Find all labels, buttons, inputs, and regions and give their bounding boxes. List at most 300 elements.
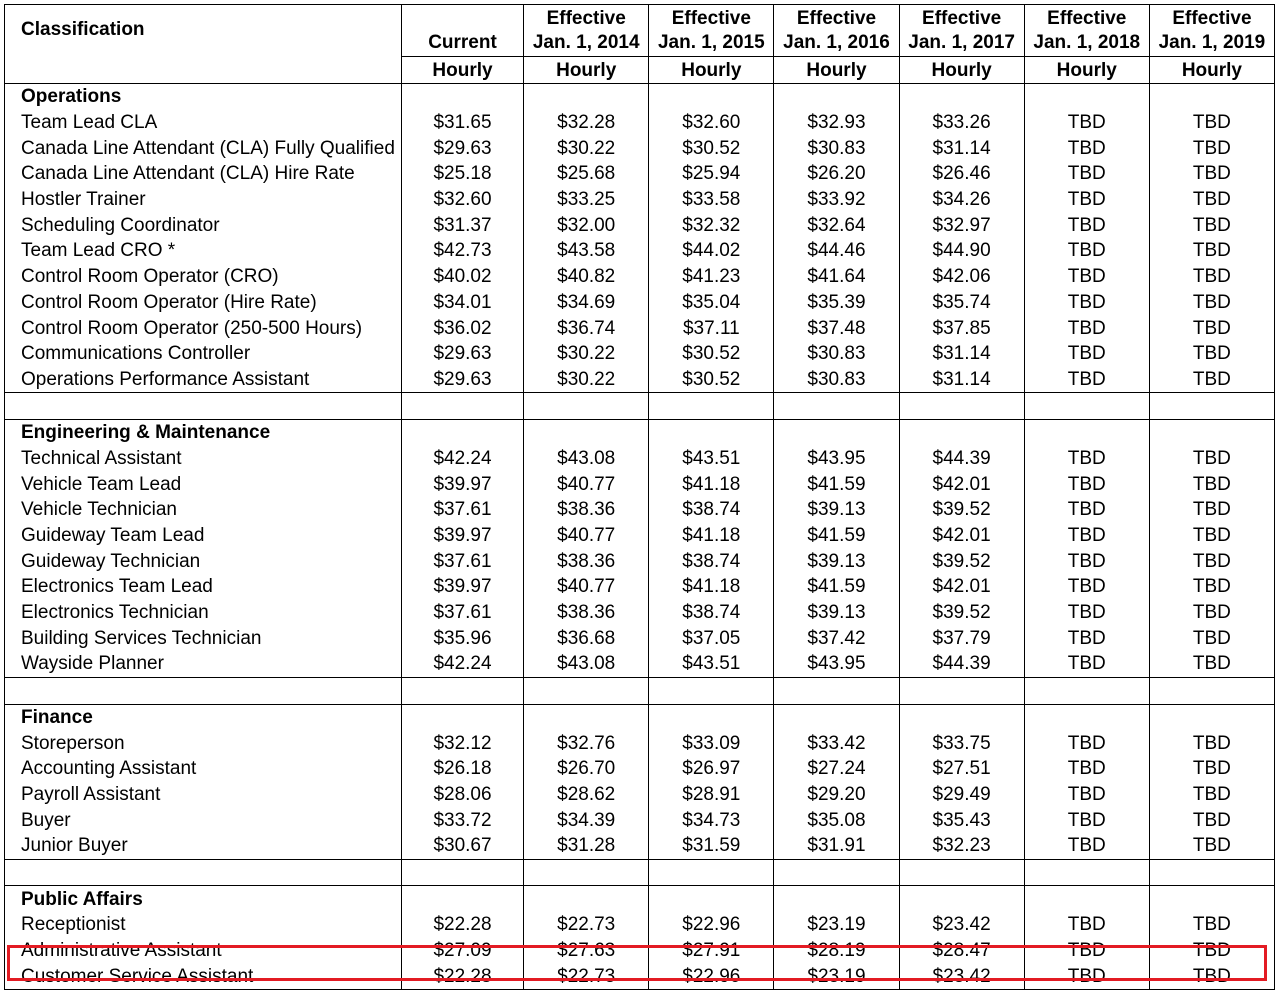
table-row: [5, 290, 1275, 316]
rate-cell: TBD: [1024, 548, 1149, 574]
spacer-cell: [524, 393, 649, 420]
wage-rate-table: [4, 4, 1275, 990]
rate-cell: TBD: [1149, 290, 1274, 316]
header-classification: Classification: [5, 5, 402, 57]
rate-cell: $25.18: [401, 161, 523, 187]
rate-cell: TBD: [1024, 756, 1149, 782]
rate-cell: TBD: [1024, 912, 1149, 938]
empty-cell: [899, 704, 1024, 730]
rate-cell: $41.18: [649, 574, 774, 600]
rate-cell: TBD: [1024, 782, 1149, 808]
spacer-cell: [5, 859, 402, 886]
rate-cell: $31.65: [401, 110, 523, 136]
rate-cell: $28.62: [524, 782, 649, 808]
spacer-cell: [401, 859, 523, 886]
rate-cell: $31.91: [774, 833, 899, 859]
rate-cell: TBD: [1149, 341, 1274, 367]
rate-cell: $39.97: [401, 523, 523, 549]
rate-cell: $22.73: [524, 963, 649, 989]
empty-cell: [1024, 886, 1149, 912]
rate-cell: TBD: [1024, 963, 1149, 989]
table-row: [5, 471, 1275, 497]
spacer-cell: [899, 859, 1024, 886]
rate-cell: TBD: [1149, 497, 1274, 523]
rate-cell: $40.77: [524, 471, 649, 497]
section-title: Operations: [5, 84, 402, 110]
spacer-cell: [1149, 859, 1274, 886]
spacer-cell: [401, 677, 523, 704]
table-row: [5, 651, 1275, 677]
rate-cell: $38.36: [524, 548, 649, 574]
rate-cell: TBD: [1149, 651, 1274, 677]
header-row: [5, 5, 1275, 57]
rate-cell: $42.01: [899, 471, 1024, 497]
empty-cell: [401, 886, 523, 912]
rate-cell: $33.26: [899, 110, 1024, 136]
rate-cell: TBD: [1024, 574, 1149, 600]
rate-cell: $39.13: [774, 600, 899, 626]
header-current: Current: [401, 5, 523, 57]
classification-cell: Technical Assistant: [5, 446, 402, 472]
rate-cell: $23.19: [774, 963, 899, 989]
rate-cell: $32.97: [899, 212, 1024, 238]
classification-cell: Hostler Trainer: [5, 187, 402, 213]
rate-cell: TBD: [1149, 912, 1274, 938]
rate-cell: $37.42: [774, 625, 899, 651]
empty-cell: [649, 419, 774, 445]
rate-cell: $30.22: [524, 135, 649, 161]
rate-cell: TBD: [1024, 161, 1149, 187]
rate-cell: $23.42: [899, 963, 1024, 989]
spacer-cell: [1024, 393, 1149, 420]
rate-cell: $37.85: [899, 315, 1024, 341]
rate-cell: $44.90: [899, 238, 1024, 264]
rate-cell: $23.19: [774, 912, 899, 938]
rate-cell: TBD: [1024, 523, 1149, 549]
spacer-row: [5, 677, 1275, 704]
rate-cell: TBD: [1149, 782, 1274, 808]
empty-cell: [524, 704, 649, 730]
classification-cell: Communications Controller: [5, 341, 402, 367]
rate-cell: $43.51: [649, 651, 774, 677]
rate-cell: $36.02: [401, 315, 523, 341]
header-unit: Hourly: [1024, 57, 1149, 84]
rate-cell: $30.52: [649, 367, 774, 393]
empty-cell: [1149, 419, 1274, 445]
rate-cell: $27.24: [774, 756, 899, 782]
empty-cell: [774, 84, 899, 110]
rate-cell: $33.25: [524, 187, 649, 213]
rate-cell: $30.67: [401, 833, 523, 859]
rate-cell: $22.28: [401, 963, 523, 989]
header-2014: Effective Jan. 1, 2014: [524, 5, 649, 57]
rate-cell: $43.58: [524, 238, 649, 264]
rate-cell: $42.73: [401, 238, 523, 264]
empty-cell: [899, 84, 1024, 110]
header-units-row: [5, 57, 1275, 84]
rate-cell: $32.60: [649, 110, 774, 136]
rate-cell: $44.46: [774, 238, 899, 264]
rate-cell: $27.09: [401, 938, 523, 964]
rate-cell: $38.74: [649, 548, 774, 574]
rate-cell: $29.63: [401, 341, 523, 367]
rate-cell: $37.05: [649, 625, 774, 651]
rate-cell: TBD: [1024, 315, 1149, 341]
table-row: [5, 446, 1275, 472]
rate-cell: $42.01: [899, 523, 1024, 549]
rate-cell: $31.14: [899, 135, 1024, 161]
classification-cell: Scheduling Coordinator: [5, 212, 402, 238]
empty-cell: [649, 886, 774, 912]
rate-cell: TBD: [1024, 497, 1149, 523]
rate-cell: $37.79: [899, 625, 1024, 651]
rate-cell: $39.13: [774, 497, 899, 523]
rate-cell: $40.77: [524, 523, 649, 549]
rate-cell: $40.82: [524, 264, 649, 290]
classification-cell: Operations Performance Assistant: [5, 367, 402, 393]
rate-cell: $32.93: [774, 110, 899, 136]
empty-cell: [899, 419, 1024, 445]
rate-cell: TBD: [1024, 264, 1149, 290]
rate-cell: $38.74: [649, 600, 774, 626]
table-row: [5, 756, 1275, 782]
classification-cell: Guideway Team Lead: [5, 523, 402, 549]
rate-cell: $42.24: [401, 651, 523, 677]
rate-cell: $33.42: [774, 730, 899, 756]
spacer-cell: [899, 393, 1024, 420]
rate-cell: $35.74: [899, 290, 1024, 316]
empty-cell: [1149, 704, 1274, 730]
classification-cell: Team Lead CLA: [5, 110, 402, 136]
rate-cell: $28.91: [649, 782, 774, 808]
rate-cell: $26.18: [401, 756, 523, 782]
rate-cell: $35.96: [401, 625, 523, 651]
header-2018: Effective Jan. 1, 2018: [1024, 5, 1149, 57]
empty-cell: [401, 84, 523, 110]
rate-cell: $34.39: [524, 807, 649, 833]
rate-cell: TBD: [1024, 110, 1149, 136]
spacer-cell: [5, 677, 402, 704]
rate-cell: TBD: [1149, 833, 1274, 859]
rate-cell: $39.52: [899, 548, 1024, 574]
rate-cell: $30.52: [649, 341, 774, 367]
rate-cell: TBD: [1149, 730, 1274, 756]
table-row: [5, 315, 1275, 341]
rate-cell: TBD: [1024, 446, 1149, 472]
header-unit: Hourly: [649, 57, 774, 84]
section-header-row: [5, 704, 1275, 730]
header-classification-cont: [5, 57, 402, 84]
spacer-cell: [1149, 393, 1274, 420]
rate-cell: $34.73: [649, 807, 774, 833]
rate-cell: $33.72: [401, 807, 523, 833]
table-row: [5, 523, 1275, 549]
section-title: Public Affairs: [5, 886, 402, 912]
classification-cell: Building Services Technician: [5, 625, 402, 651]
rate-cell: TBD: [1024, 730, 1149, 756]
rate-cell: $37.61: [401, 497, 523, 523]
rate-cell: $32.12: [401, 730, 523, 756]
header-2017: Effective Jan. 1, 2017: [899, 5, 1024, 57]
section-title: Engineering & Maintenance: [5, 419, 402, 445]
spacer-cell: [1149, 677, 1274, 704]
classification-cell: Guideway Technician: [5, 548, 402, 574]
classification-cell: Receptionist: [5, 912, 402, 938]
rate-cell: $41.64: [774, 264, 899, 290]
rate-cell: $43.08: [524, 651, 649, 677]
header-2019: Effective Jan. 1, 2019: [1149, 5, 1274, 57]
rate-cell: TBD: [1149, 135, 1274, 161]
table-row: [5, 912, 1275, 938]
rate-cell: $40.02: [401, 264, 523, 290]
classification-cell: Payroll Assistant: [5, 782, 402, 808]
empty-cell: [401, 704, 523, 730]
rate-cell: TBD: [1149, 600, 1274, 626]
rate-cell: $39.13: [774, 548, 899, 574]
rate-cell: TBD: [1149, 938, 1274, 964]
rate-cell: $31.59: [649, 833, 774, 859]
rate-cell: $30.22: [524, 341, 649, 367]
table-row: [5, 187, 1275, 213]
rate-cell: TBD: [1149, 625, 1274, 651]
rate-cell: $31.28: [524, 833, 649, 859]
spacer-row: [5, 393, 1275, 420]
empty-cell: [1024, 84, 1149, 110]
rate-cell: TBD: [1024, 212, 1149, 238]
rate-cell: TBD: [1024, 651, 1149, 677]
rate-cell: $33.92: [774, 187, 899, 213]
empty-cell: [1149, 886, 1274, 912]
classification-cell: Canada Line Attendant (CLA) Fully Qualified: [5, 135, 402, 161]
rate-cell: $39.97: [401, 574, 523, 600]
table-row: [5, 938, 1275, 964]
rate-cell: $36.74: [524, 315, 649, 341]
classification-cell: Customer Service Assistant: [5, 963, 402, 989]
rate-cell: $34.01: [401, 290, 523, 316]
rate-cell: $22.28: [401, 912, 523, 938]
spacer-cell: [774, 393, 899, 420]
header-unit: Hourly: [774, 57, 899, 84]
table-row: [5, 548, 1275, 574]
rate-cell: TBD: [1149, 187, 1274, 213]
table-row: [5, 833, 1275, 859]
table-row: [5, 730, 1275, 756]
table-row-highlighted: [5, 963, 1275, 989]
spacer-cell: [5, 393, 402, 420]
rate-cell: $44.02: [649, 238, 774, 264]
rate-cell: $26.20: [774, 161, 899, 187]
classification-cell: Buyer: [5, 807, 402, 833]
spacer-row: [5, 859, 1275, 886]
rate-cell: TBD: [1024, 367, 1149, 393]
header-unit: Hourly: [1149, 57, 1274, 84]
rate-cell: $30.52: [649, 135, 774, 161]
rate-cell: $32.64: [774, 212, 899, 238]
rate-cell: $25.68: [524, 161, 649, 187]
spacer-cell: [899, 677, 1024, 704]
spacer-cell: [649, 393, 774, 420]
rate-cell: $29.49: [899, 782, 1024, 808]
section-header-row: [5, 886, 1275, 912]
rate-cell: $22.96: [649, 912, 774, 938]
rate-cell: $43.95: [774, 651, 899, 677]
classification-cell: Canada Line Attendant (CLA) Hire Rate: [5, 161, 402, 187]
table-row: [5, 367, 1275, 393]
rate-cell: TBD: [1149, 264, 1274, 290]
rate-cell: $42.24: [401, 446, 523, 472]
rate-cell: TBD: [1024, 290, 1149, 316]
rate-cell: $42.01: [899, 574, 1024, 600]
rate-cell: $33.75: [899, 730, 1024, 756]
rate-cell: $32.60: [401, 187, 523, 213]
classification-cell: Control Room Operator (CRO): [5, 264, 402, 290]
rate-cell: TBD: [1149, 523, 1274, 549]
empty-cell: [649, 84, 774, 110]
table-row: [5, 341, 1275, 367]
rate-cell: $26.97: [649, 756, 774, 782]
rate-cell: TBD: [1024, 807, 1149, 833]
rate-cell: $43.51: [649, 446, 774, 472]
empty-cell: [401, 419, 523, 445]
rate-cell: $37.61: [401, 600, 523, 626]
spacer-cell: [524, 677, 649, 704]
rate-cell: $29.20: [774, 782, 899, 808]
section-header-row: [5, 419, 1275, 445]
spacer-cell: [649, 859, 774, 886]
rate-cell: $39.52: [899, 600, 1024, 626]
rate-cell: $28.19: [774, 938, 899, 964]
table-row: [5, 238, 1275, 264]
rate-cell: $32.23: [899, 833, 1024, 859]
table-row: [5, 574, 1275, 600]
header-2016: Effective Jan. 1, 2016: [774, 5, 899, 57]
rate-cell: $22.96: [649, 963, 774, 989]
classification-cell: Storeperson: [5, 730, 402, 756]
spacer-cell: [524, 859, 649, 886]
rate-cell: $33.09: [649, 730, 774, 756]
table-row: [5, 625, 1275, 651]
rate-cell: TBD: [1149, 756, 1274, 782]
rate-cell: $27.91: [649, 938, 774, 964]
rate-cell: $30.83: [774, 135, 899, 161]
rate-cell: $26.70: [524, 756, 649, 782]
rate-cell: TBD: [1024, 341, 1149, 367]
rate-cell: $35.43: [899, 807, 1024, 833]
classification-cell: Control Room Operator (Hire Rate): [5, 290, 402, 316]
table-row: [5, 782, 1275, 808]
rate-cell: $35.39: [774, 290, 899, 316]
rate-cell: TBD: [1149, 548, 1274, 574]
table-row: [5, 600, 1275, 626]
rate-cell: $41.59: [774, 471, 899, 497]
table-row: [5, 135, 1275, 161]
rate-cell: $35.04: [649, 290, 774, 316]
rate-cell: $32.28: [524, 110, 649, 136]
spacer-cell: [774, 859, 899, 886]
classification-cell: Control Room Operator (250-500 Hours): [5, 315, 402, 341]
rate-cell: $30.22: [524, 367, 649, 393]
empty-cell: [774, 419, 899, 445]
rate-cell: $38.36: [524, 497, 649, 523]
rate-cell: TBD: [1149, 963, 1274, 989]
rate-cell: TBD: [1149, 110, 1274, 136]
rate-cell: $34.26: [899, 187, 1024, 213]
rate-cell: $39.52: [899, 497, 1024, 523]
spacer-cell: [1024, 859, 1149, 886]
rate-cell: $41.18: [649, 523, 774, 549]
classification-cell: Junior Buyer: [5, 833, 402, 859]
rate-cell: $38.74: [649, 497, 774, 523]
section-title: Finance: [5, 704, 402, 730]
rate-cell: $40.77: [524, 574, 649, 600]
header-unit: Hourly: [401, 57, 523, 84]
classification-cell: Administrative Assistant: [5, 938, 402, 964]
rate-cell: $38.36: [524, 600, 649, 626]
table-row: [5, 497, 1275, 523]
rate-cell: TBD: [1149, 807, 1274, 833]
empty-cell: [774, 704, 899, 730]
spacer-cell: [774, 677, 899, 704]
rate-cell: $31.37: [401, 212, 523, 238]
table-row: [5, 110, 1275, 136]
rate-cell: TBD: [1024, 625, 1149, 651]
rate-cell: TBD: [1149, 446, 1274, 472]
rate-cell: TBD: [1024, 938, 1149, 964]
rate-cell: TBD: [1024, 135, 1149, 161]
classification-cell: Wayside Planner: [5, 651, 402, 677]
rate-cell: $22.73: [524, 912, 649, 938]
classification-cell: Electronics Team Lead: [5, 574, 402, 600]
rate-cell: TBD: [1149, 471, 1274, 497]
rate-cell: TBD: [1024, 187, 1149, 213]
empty-cell: [524, 886, 649, 912]
rate-cell: $30.83: [774, 341, 899, 367]
rate-cell: $33.58: [649, 187, 774, 213]
rate-cell: $27.51: [899, 756, 1024, 782]
rate-cell: $28.47: [899, 938, 1024, 964]
rate-cell: $28.06: [401, 782, 523, 808]
rate-cell: TBD: [1149, 238, 1274, 264]
table-row: [5, 212, 1275, 238]
rate-cell: $43.95: [774, 446, 899, 472]
spacer-cell: [401, 393, 523, 420]
rate-cell: $42.06: [899, 264, 1024, 290]
rate-cell: TBD: [1149, 367, 1274, 393]
rate-cell: $34.69: [524, 290, 649, 316]
classification-cell: Vehicle Technician: [5, 497, 402, 523]
rate-cell: $23.42: [899, 912, 1024, 938]
empty-cell: [1024, 419, 1149, 445]
classification-cell: Vehicle Team Lead: [5, 471, 402, 497]
empty-cell: [899, 886, 1024, 912]
rate-cell: TBD: [1149, 161, 1274, 187]
rate-cell: $32.32: [649, 212, 774, 238]
rate-cell: TBD: [1024, 600, 1149, 626]
rate-cell: TBD: [1024, 238, 1149, 264]
table-row: [5, 161, 1275, 187]
rate-cell: $29.63: [401, 135, 523, 161]
rate-cell: TBD: [1024, 471, 1149, 497]
classification-cell: Accounting Assistant: [5, 756, 402, 782]
rate-cell: $37.48: [774, 315, 899, 341]
rate-cell: $37.11: [649, 315, 774, 341]
rate-cell: $30.83: [774, 367, 899, 393]
rate-cell: $41.59: [774, 523, 899, 549]
section-header-row: [5, 84, 1275, 110]
table-row: [5, 264, 1275, 290]
rate-cell: $35.08: [774, 807, 899, 833]
rate-cell: $31.14: [899, 341, 1024, 367]
